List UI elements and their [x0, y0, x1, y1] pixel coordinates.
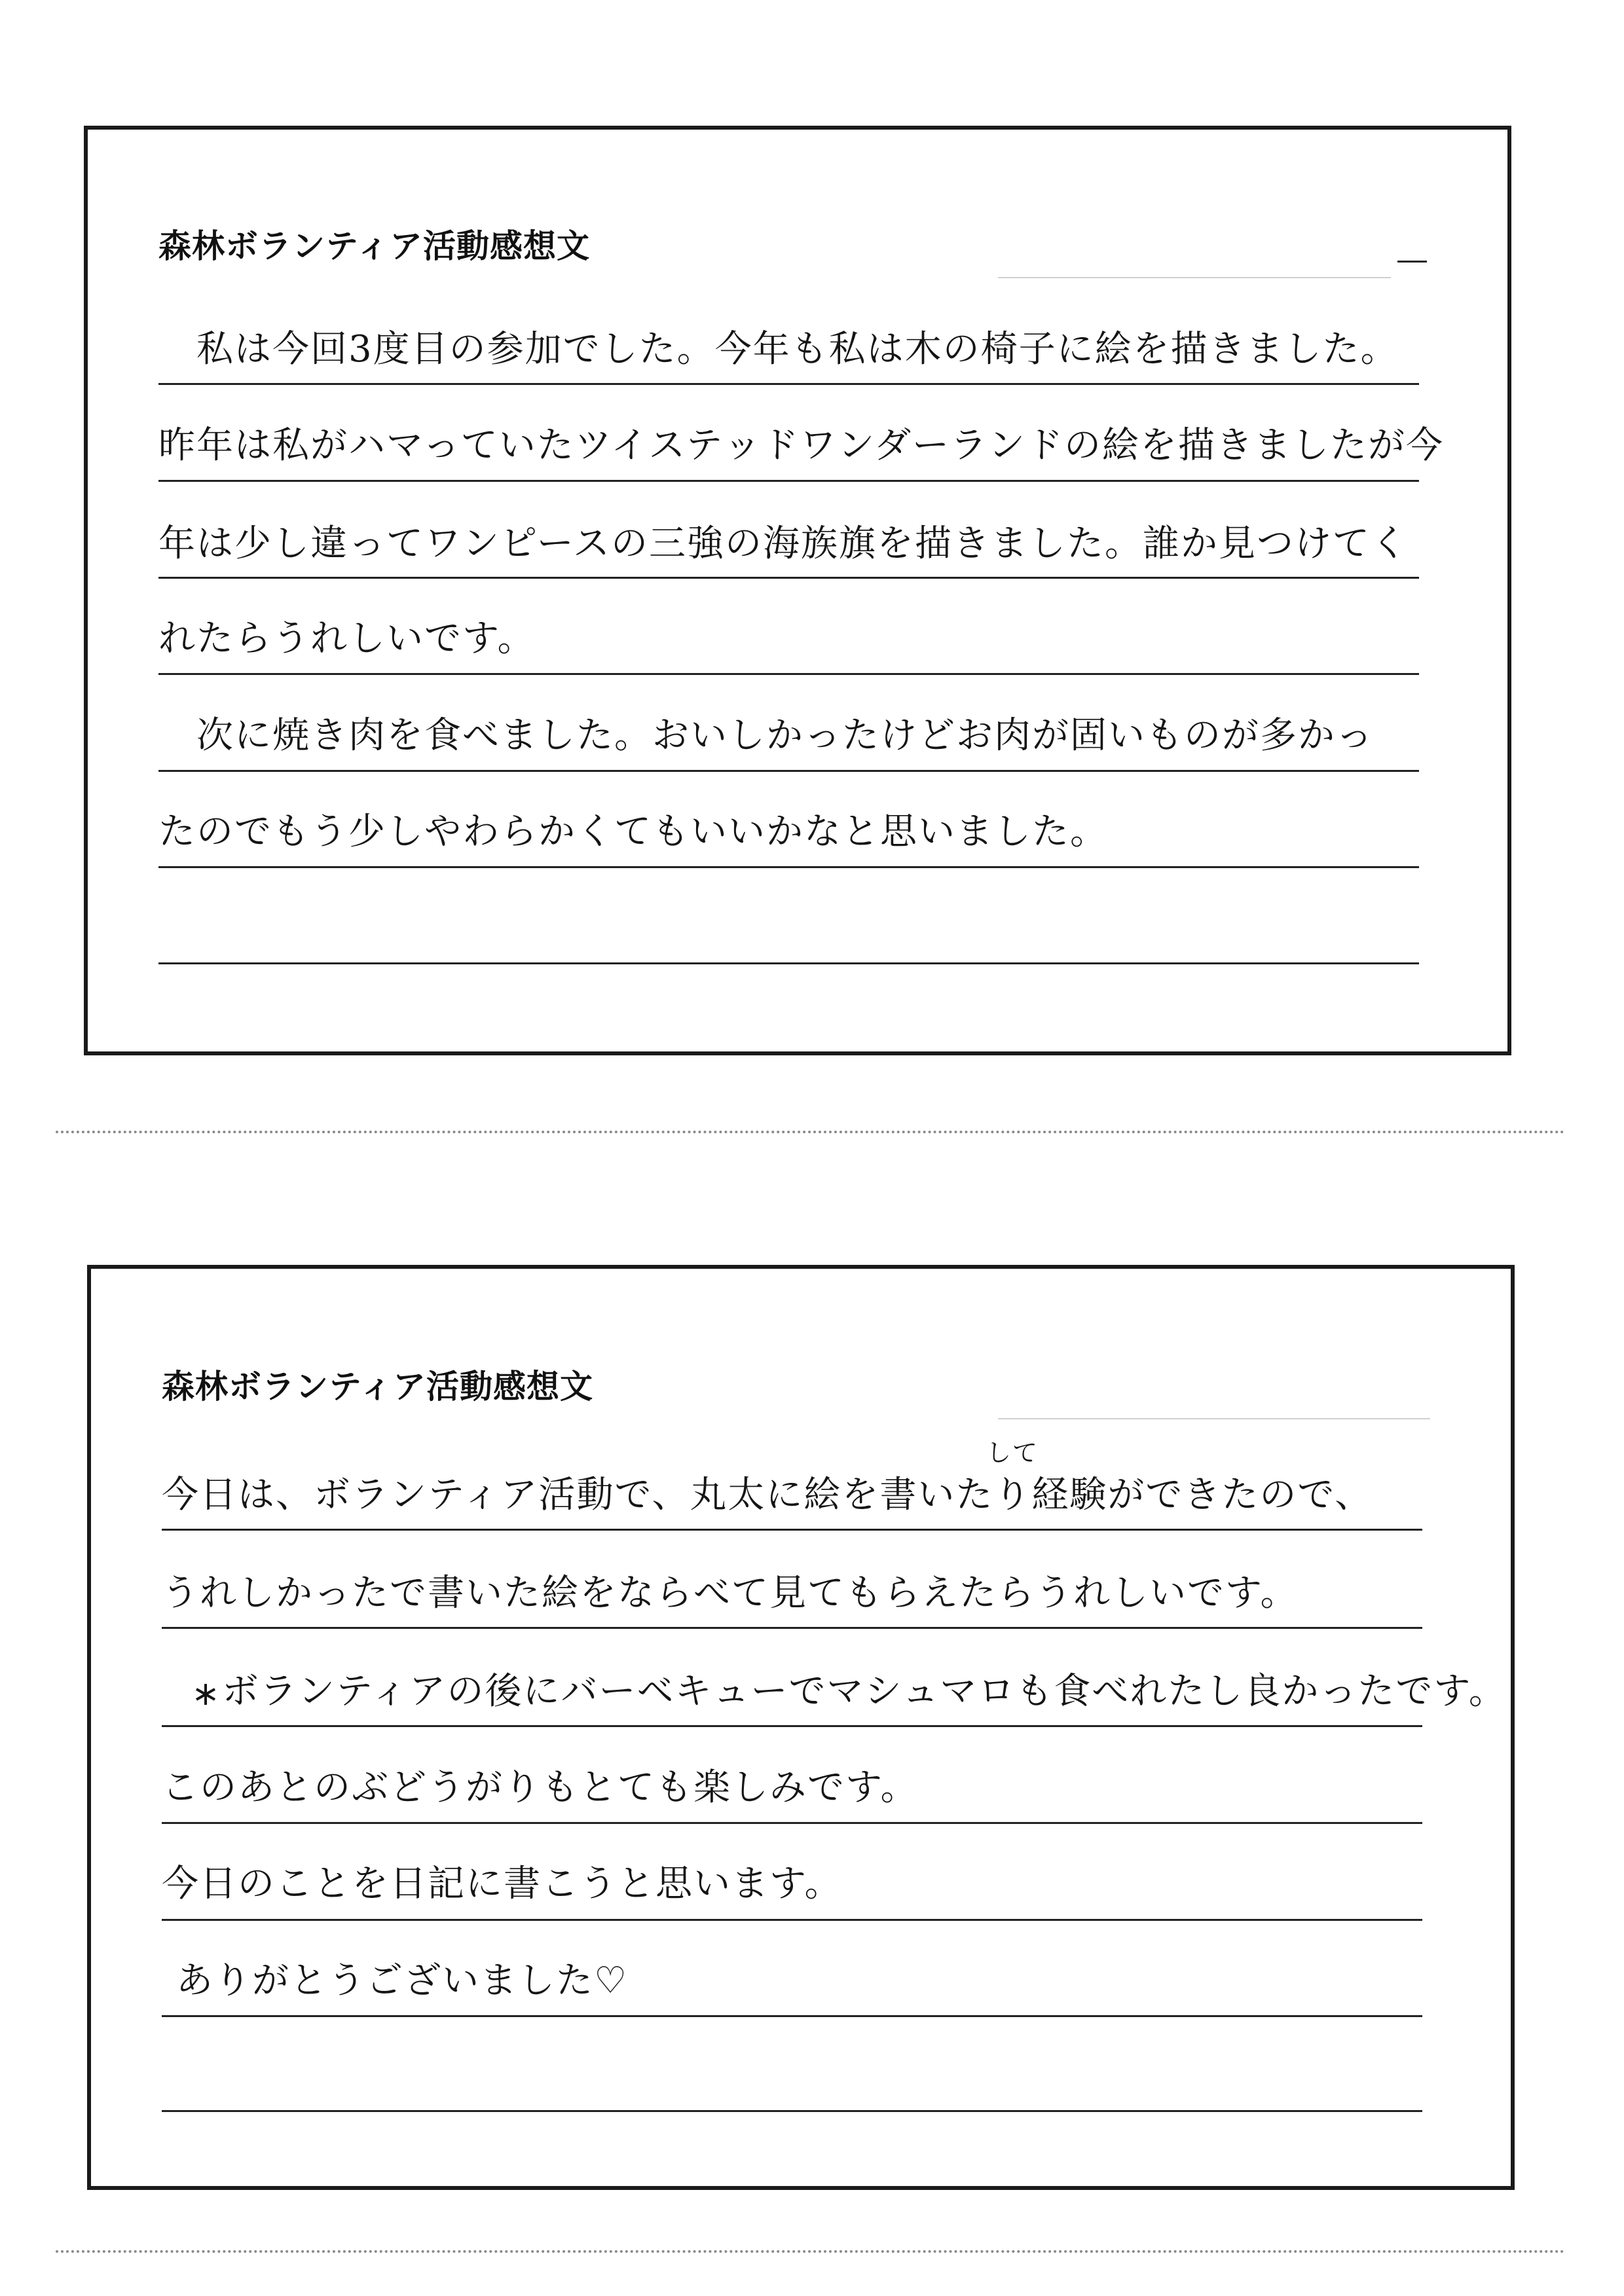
essay-line: 昨年は私がハマっていたツイステッドワンダーランドの絵を描きましたが今	[158, 424, 1445, 467]
cut-line	[56, 1131, 1565, 1133]
essay-line: ありがとうございました♡	[176, 1959, 629, 2002]
ruled-line	[158, 383, 1419, 385]
essay-line: 私は今回3度目の参加でした。今年も私は木の椅子に絵を描きました。	[158, 328, 1399, 371]
ruled-line	[158, 673, 1419, 675]
ruled-line	[162, 2015, 1422, 2017]
ruled-line	[162, 1725, 1422, 1727]
cut-line	[56, 2250, 1565, 2253]
ruled-line	[162, 1822, 1422, 1824]
ruled-line	[162, 1627, 1422, 1629]
essay-line: このあとのぶどうがりもとても楽しみです。	[162, 1766, 919, 1809]
essay-line: うれしかったで書いた絵をならべて見てもらえたらうれしいです。	[162, 1572, 1299, 1614]
asterisk-mark	[193, 1681, 219, 1707]
essay-line: ボランティアの後にバーベキューでマシュマロも食べれたし良かったです。	[222, 1670, 1507, 1713]
essay-line: 次に焼き肉を食べました。おいしかったけどお肉が固いものが多かっ	[158, 714, 1374, 757]
ruled-line	[162, 1919, 1422, 1921]
ruled-line	[162, 2110, 1422, 2112]
ruled-line	[158, 866, 1419, 868]
essay-line: 今日のことを日記に書こうと思います。	[162, 1863, 843, 1905]
name-line	[998, 1418, 1430, 1419]
ruled-line	[162, 1529, 1422, 1531]
essay-card-2	[87, 1265, 1515, 2190]
essay-line: 年は少し違ってワンピースの三強の海族旗を描きました。誰か見つけてく	[158, 522, 1409, 565]
ruled-line	[158, 480, 1419, 482]
essay-line: たのでもう少しやわらかくてもいいかなと思いました。	[158, 811, 1108, 853]
name-line	[998, 277, 1391, 278]
ruled-line	[158, 770, 1419, 772]
ruled-line	[158, 577, 1419, 579]
card-title: 森林ボランティア活動感想文	[158, 227, 590, 265]
essay-line: れたらうれしいです。	[158, 617, 536, 660]
essay-line: 今日は、ボランティア活動で、丸太に絵を書いたり経験ができたので、	[162, 1474, 1373, 1516]
ruled-line	[158, 962, 1419, 964]
name-line-end	[1397, 261, 1427, 263]
essay-card-1	[84, 126, 1511, 1055]
insertion-mark: して	[986, 1438, 1039, 1467]
card-title: 森林ボランティア活動感想文	[162, 1368, 593, 1406]
